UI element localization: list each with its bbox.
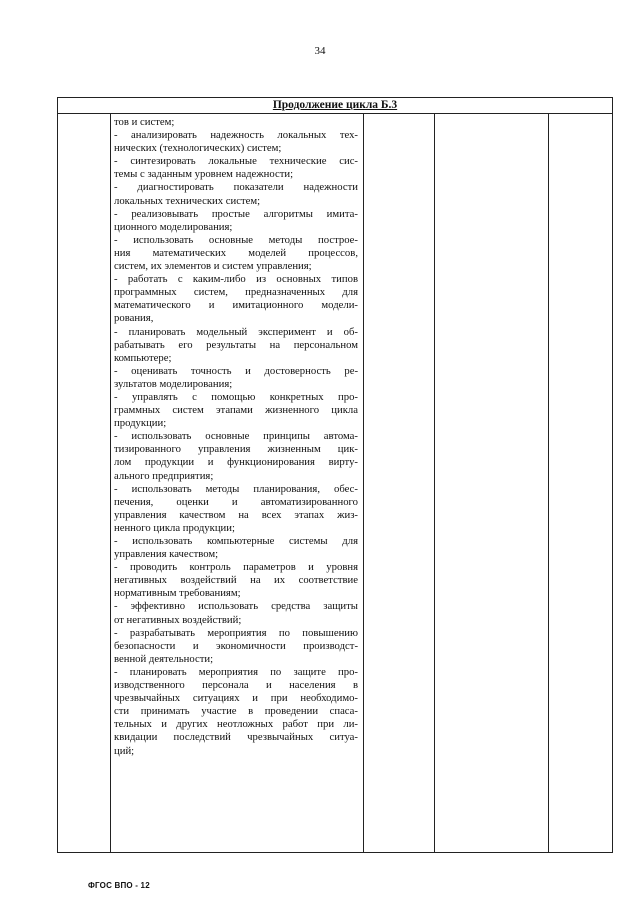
text-line: локальных технических систем; — [114, 194, 261, 207]
text-line: изводственного персонала и населения в — [114, 679, 358, 692]
text-line: - диагностировать показатели надежности — [114, 181, 358, 194]
text-line: - использовать компьютерные системы для — [114, 535, 358, 547]
text-line: - анализировать надежность локальных тех- — [114, 129, 358, 142]
table-header-title: Продолжение цикла Б.3 — [272, 99, 398, 111]
text-line: сти принимать участие в проведении спаса- — [114, 705, 358, 718]
text-line: - использовать основные принципы автома- — [114, 430, 358, 443]
text-line: управления качеством на всех этапах жиз- — [114, 508, 358, 521]
text-line: - разрабатывать мероприятия по повышению — [114, 626, 358, 639]
column-divider — [548, 114, 549, 852]
text-line: ционного моделирования; — [114, 220, 233, 233]
column-divider — [434, 114, 435, 852]
text-line: ального предприятия; — [114, 469, 214, 482]
text-line: безопасности и экономичности производст- — [114, 639, 358, 652]
page-number: 34 — [314, 45, 326, 57]
text-line: от негативных воздействий; — [114, 613, 242, 626]
text-line: - оценивать точность и достоверность ре- — [114, 364, 358, 377]
text-line: венной деятельности; — [114, 652, 214, 665]
text-line: - планировать мероприятия по защите про- — [114, 665, 358, 678]
text-line: ций; — [114, 744, 135, 757]
text-line: рования, — [114, 312, 154, 325]
text-line: - синтезировать локальные технические сис- — [114, 155, 358, 168]
column-divider — [110, 114, 111, 852]
text-line: - использовать методы планирования, обес- — [114, 482, 358, 495]
text-line: - проводить контроль параметров и уровня — [114, 561, 358, 574]
text-line: темы с заданным уровнем надежности; — [114, 168, 294, 181]
text-line: лом продукции и функционирования вирту- — [114, 456, 358, 469]
text-line: зультатов моделирования; — [114, 377, 233, 390]
competencies-cell — [114, 116, 358, 758]
text-line: математического и имитационного модели- — [114, 299, 358, 312]
text-line: продукции; — [114, 417, 167, 430]
text-line: граммных систем этапами жизненного цикла — [114, 404, 358, 417]
text-line: нических (технологических) систем; — [114, 142, 282, 155]
text-line: управления качеством; — [114, 548, 219, 561]
text-line: тов и систем; — [114, 116, 175, 128]
text-line: программных систем, предназначенных для — [114, 286, 358, 299]
text-line: - эффективно использовать средства защиты — [114, 600, 358, 613]
text-line: негативных воздействий на их соответствие — [114, 574, 358, 587]
text-line: систем, их элементов и систем управления; — [114, 260, 312, 273]
text-line: - управлять с помощью конкретных про- — [114, 390, 358, 403]
footer-label: ФГОС ВПО - 12 — [88, 881, 150, 890]
text-line: чрезвычайных ситуациях и при необходимо- — [114, 692, 358, 705]
text-line: тельных и других неотложных работ при ли- — [114, 718, 358, 731]
text-line: компьютере; — [114, 351, 172, 364]
text-line: печения, оценки и автоматизированного — [114, 495, 358, 508]
text-line: тизированного управления жизненным цик- — [114, 443, 358, 456]
text-line: - использовать основные методы построе- — [114, 233, 358, 246]
text-line: - планировать модельный эксперимент и об- — [114, 325, 358, 338]
text-line: - реализовывать простые алгоритмы имита- — [114, 207, 358, 220]
text-line: рабатывать его результаты на персональном — [114, 338, 358, 351]
table-header-row — [58, 98, 612, 114]
text-line: нормативным требованиям; — [114, 587, 241, 600]
text-line: квидации последствий чрезвычайных ситуа- — [114, 731, 358, 744]
text-line: - работать с каким-либо из основных типов — [114, 273, 358, 286]
text-line: ния математических моделей процессов, — [114, 246, 358, 259]
curriculum-table — [57, 97, 613, 853]
column-divider — [363, 114, 364, 852]
text-line: ненного цикла продукции; — [114, 521, 235, 534]
